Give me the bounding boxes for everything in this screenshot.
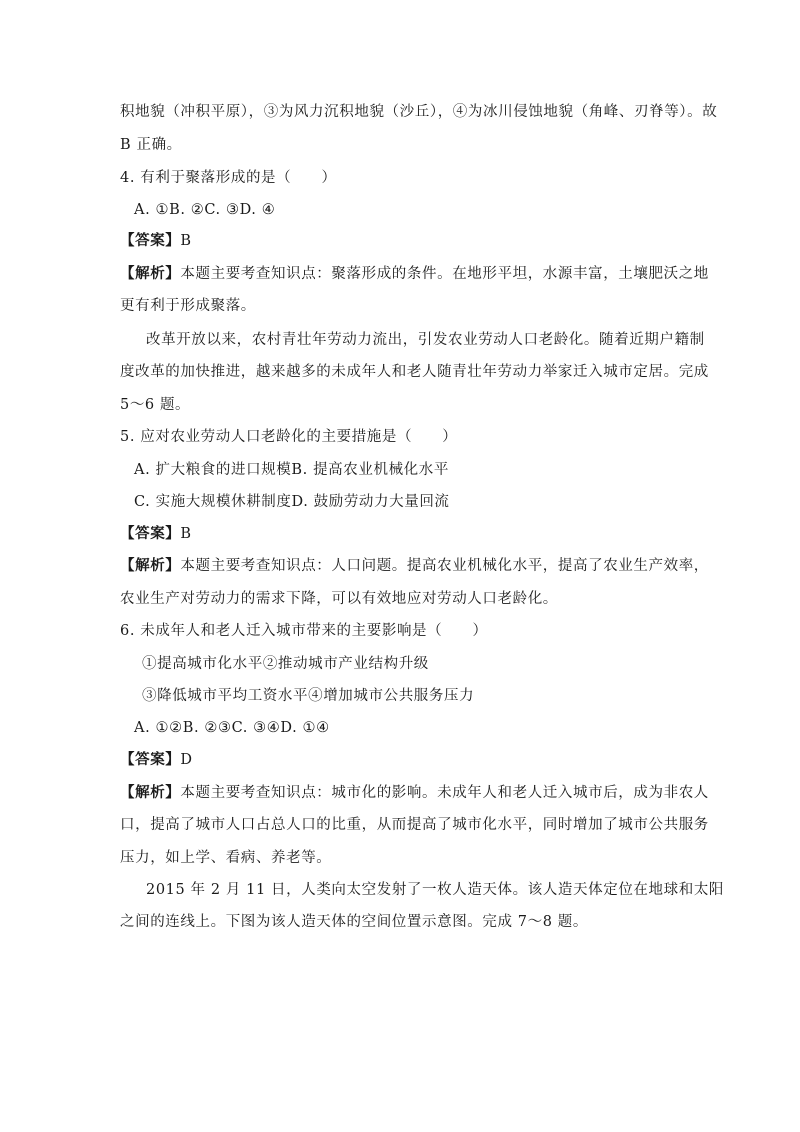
q6-item-4: ④增加城市公共服务压力 [308,688,475,704]
q4-option-d: D. ④ [239,202,276,218]
analysis-text: 本题主要考查知识点：城市化的影响。未成年人和老人迁入城市后，成为非农人 [180,785,709,801]
q6-option-d: D. ①④ [280,720,330,736]
question-5-analysis-line-1 [120,556,709,576]
question-6-items-row-2 [142,686,474,706]
answer-value: B [180,526,192,542]
answer-tag: 【答案】 [120,525,181,542]
analysis-tag: 【解析】 [120,557,181,574]
question-4-analysis-line-2: 更有利于形成聚落。 [120,298,256,314]
question-6-analysis-line-3: 压力，如上学、看病、养老等。 [120,850,332,866]
q6-item-3: ③降低城市平均工资水平 [142,688,309,704]
question-6-items-row-1 [142,654,429,674]
question-6-stem: 6. 未成年人和老人迁入城市带来的主要影响是（ ） [120,623,488,639]
continuation-line-1: 积地貌（冲积平原），③为风力沉积地貌（沙丘），④为冰川侵蚀地貌（角峰、刃脊等）。故 [120,104,718,120]
question-6-analysis-line-1 [120,783,709,803]
analysis-text: 本题主要考查知识点：人口问题。提高农业机械化水平，提高了农业生产效率， [180,558,709,574]
question-5-options-row-1 [134,460,449,480]
answer-tag: 【答案】 [120,232,181,249]
question-5-analysis-line-2: 农业生产对劳动力的需求下降，可以有效地应对劳动人口老龄化。 [120,591,558,607]
q6-item-1: ①提高城市化水平 [142,656,263,672]
passage-5-6-line-3: 5～6 题。 [120,397,191,413]
analysis-text: 本题主要考查知识点：聚落形成的条件。在地形平坦，水源丰富，土壤肥沃之地 [180,266,709,282]
question-5-answer [120,524,192,544]
q6-option-a: A. ①② [134,720,183,736]
question-5-options-row-2 [134,492,450,512]
answer-tag: 【答案】 [120,751,181,768]
question-4-answer [120,231,192,251]
continuation-line-2: B 正确。 [120,137,182,153]
question-5-stem: 5. 应对农业劳动人口老龄化的主要措施是（ ） [120,429,458,445]
passage-7-8-line-1: 2015 年 2 月 11 日，人类向太空发射了一枚人造天体。该人造天体定位在地球和太阳 [146,882,725,898]
q6-option-c: C. ③④ [231,720,281,736]
q6-option-b: B. ②③ [182,720,232,736]
q5-option-b: B. 提高农业机械化水平 [291,462,449,478]
answer-value: D [180,752,193,768]
question-6-options [134,718,330,738]
q4-option-a: A. ① [134,202,170,218]
q5-option-d: D. 鼓励劳动力大量回流 [291,494,450,510]
analysis-tag: 【解析】 [120,784,181,801]
question-4-analysis-line-1 [120,264,709,284]
q5-option-a: A. 扩大粮食的进口规模 [134,462,292,478]
q6-item-2: ②推动城市产业结构升级 [262,656,429,672]
passage-5-6-line-2: 度改革的加快推进，越来越多的未成年人和老人随青壮年劳动力举家迁入城市定居。完成 [120,364,709,380]
answer-value: B [180,233,192,249]
q4-option-c: C. ③ [204,202,240,218]
question-6-analysis-line-2: 口，提高了城市人口占总人口的比重，从而提高了城市化水平，同时增加了城市公共服务 [120,817,709,833]
passage-5-6-line-1: 改革开放以来，农村青壮年劳动力流出，引发农业劳动人口老龄化。随着近期户籍制 [146,332,705,348]
question-6-answer [120,750,193,770]
analysis-tag: 【解析】 [120,265,181,282]
q5-option-c: C. 实施大规模休耕制度 [134,494,292,510]
question-4-options [134,200,275,220]
q4-option-b: B. ② [169,202,205,218]
question-4-stem: 4. 有利于聚落形成的是（ ） [120,170,337,186]
passage-7-8-line-2: 之间的连线上。下图为该人造天体的空间位置示意图。完成 7～8 题。 [120,914,588,930]
